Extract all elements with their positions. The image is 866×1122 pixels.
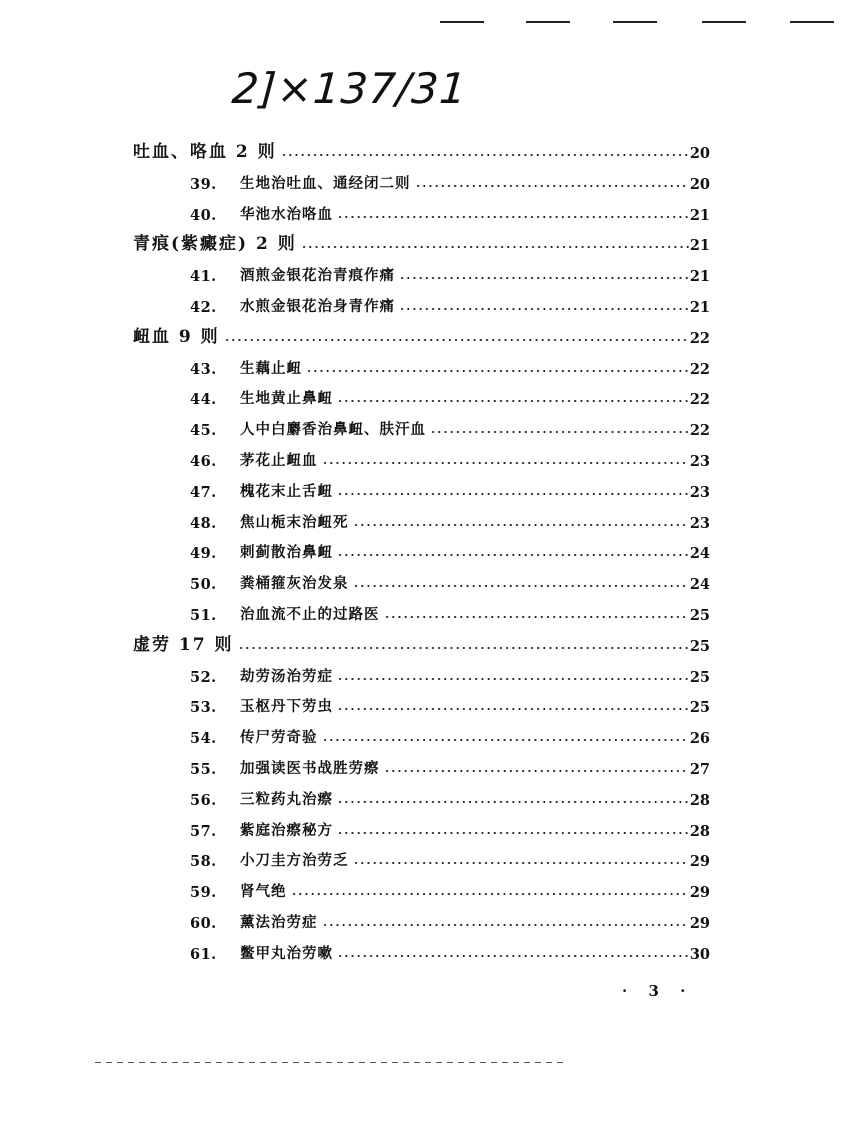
entry-title: 焦山栀末治衄死 xyxy=(240,513,349,531)
entry-number: 54. xyxy=(190,730,217,748)
toc-entry xyxy=(190,263,710,285)
entry-number: 53. xyxy=(190,699,217,717)
entry-page: 23 xyxy=(689,514,710,532)
toc-entry xyxy=(190,356,710,378)
entry-title: 青痕(紫癜症) 2 则 xyxy=(133,234,297,255)
entry-title: 鳖甲丸治劳嗽 xyxy=(240,944,333,962)
entry-page: 30 xyxy=(689,945,710,963)
entry-page: 25 xyxy=(689,637,710,655)
toc-entry xyxy=(190,602,710,624)
entry-title: 吐血、咯血 2 则 xyxy=(133,142,277,162)
entry-title: 虚劳 17 则 xyxy=(133,634,234,655)
toc-section xyxy=(133,232,710,254)
entry-number: 51. xyxy=(190,607,217,624)
entry-number: 57. xyxy=(190,822,217,840)
entry-page: 25 xyxy=(689,668,710,686)
entry-page: 23 xyxy=(689,483,710,501)
dot-leader xyxy=(337,800,689,804)
page-number: · 3 · xyxy=(622,982,694,1000)
dot-leader xyxy=(291,892,689,896)
toc-entry xyxy=(190,756,710,778)
toc-entry xyxy=(190,818,710,840)
toc-entry xyxy=(190,787,710,809)
dot-leader xyxy=(322,461,689,465)
dot-leader xyxy=(337,677,689,681)
dot-leader xyxy=(322,923,689,927)
entry-title: 粪桶箍灰治发泉 xyxy=(240,575,349,593)
dot-leader xyxy=(281,153,689,157)
entry-page: 29 xyxy=(689,853,710,871)
entry-number: 58. xyxy=(190,853,217,871)
entry-page: 22 xyxy=(689,360,710,378)
toc-entry xyxy=(190,941,710,963)
dot-leader xyxy=(322,738,689,742)
entry-title: 玉枢丹下劳虫 xyxy=(240,698,333,716)
toc-entry xyxy=(190,540,710,562)
entry-page: 25 xyxy=(689,607,710,624)
scan-mark-line xyxy=(526,21,570,23)
entry-title: 三粒药丸治瘵 xyxy=(240,790,333,808)
entry-title: 衄血 9 则 xyxy=(133,326,220,347)
dot-leader xyxy=(337,954,689,958)
entry-title: 薰法治劳症 xyxy=(240,914,318,931)
toc-section xyxy=(133,140,710,162)
entry-page: 26 xyxy=(689,730,710,748)
entry-number: 42. xyxy=(190,299,217,316)
toc-entry xyxy=(190,448,710,470)
entry-number: 47. xyxy=(190,483,217,501)
entry-page: 22 xyxy=(689,422,710,440)
entry-number: 41. xyxy=(190,268,217,286)
scan-mark-line xyxy=(440,21,484,23)
entry-page: 24 xyxy=(689,545,710,563)
entry-page: 28 xyxy=(689,791,710,809)
entry-title: 人中白麝香治鼻衄、肤汗血 xyxy=(240,421,426,439)
dot-leader xyxy=(301,245,689,249)
dot-leader xyxy=(415,184,689,188)
entry-title: 酒煎金银花治青痕作痛 xyxy=(240,267,395,285)
entry-title: 紫庭治瘵秘方 xyxy=(240,821,333,839)
toc-entry xyxy=(190,510,710,532)
entry-number: 55. xyxy=(190,761,217,778)
entry-title: 肾气绝 xyxy=(240,883,287,901)
toc-entry xyxy=(190,694,710,716)
entry-page: 24 xyxy=(689,576,710,594)
dot-leader xyxy=(238,646,689,650)
dot-leader xyxy=(353,861,689,865)
entry-title: 水煎金银花治身青作痛 xyxy=(240,298,395,315)
entry-number: 39. xyxy=(190,175,217,193)
entry-number: 48. xyxy=(190,514,217,532)
scan-artifact-line xyxy=(95,1062,565,1063)
entry-title: 传尸劳奇验 xyxy=(240,729,318,747)
toc-section xyxy=(133,325,710,347)
scan-mark-line xyxy=(613,21,657,23)
toc-entry xyxy=(190,171,710,193)
entry-number: 52. xyxy=(190,668,217,686)
dot-leader xyxy=(337,553,689,557)
dot-leader xyxy=(337,831,689,835)
entry-number: 56. xyxy=(190,791,217,809)
entry-page: 21 xyxy=(689,299,710,316)
entry-page: 29 xyxy=(689,884,710,902)
scan-mark-line xyxy=(702,21,746,23)
entry-title: 刺蓟散治鼻衄 xyxy=(240,544,333,562)
dot-leader xyxy=(353,584,689,588)
entry-title: 小刀圭方治劳乏 xyxy=(240,852,349,870)
entry-page: 23 xyxy=(689,453,710,470)
entry-page: 21 xyxy=(689,268,710,286)
dot-leader xyxy=(337,215,689,219)
entry-page: 22 xyxy=(689,391,710,409)
entry-page: 21 xyxy=(689,237,710,255)
dot-leader xyxy=(430,430,689,434)
entry-number: 40. xyxy=(190,206,217,224)
entry-number: 45. xyxy=(190,422,217,440)
toc-entry xyxy=(190,725,710,747)
handwritten-note: 2]×137/31 xyxy=(230,64,469,113)
entry-title: 生地黄止鼻衄 xyxy=(240,390,333,408)
toc-entry xyxy=(190,879,710,901)
dot-leader xyxy=(384,769,689,773)
entry-number: 50. xyxy=(190,576,217,594)
toc-entry xyxy=(190,202,710,224)
entry-title: 劫劳汤治劳症 xyxy=(240,667,333,685)
dot-leader xyxy=(399,307,689,311)
entry-page: 20 xyxy=(689,175,710,193)
entry-title: 槐花末止舌衄 xyxy=(240,482,333,500)
toc-entry xyxy=(190,417,710,439)
dot-leader xyxy=(384,615,689,619)
entry-page: 21 xyxy=(689,206,710,224)
entry-page: 25 xyxy=(689,699,710,717)
entry-page: 28 xyxy=(689,822,710,840)
dot-leader xyxy=(353,523,689,527)
toc-entry xyxy=(190,571,710,593)
scan-mark-line xyxy=(790,21,834,23)
entry-title: 生地治吐血、通经闭二则 xyxy=(240,174,411,192)
entry-page: 22 xyxy=(689,329,710,347)
toc-section xyxy=(133,633,710,655)
toc-entry xyxy=(190,910,710,932)
dot-leader xyxy=(337,707,689,711)
entry-title: 茅花止衄血 xyxy=(240,452,318,469)
entry-number: 60. xyxy=(190,915,217,932)
entry-number: 59. xyxy=(190,884,217,902)
entry-number: 49. xyxy=(190,545,217,563)
toc-entry xyxy=(190,664,710,686)
dot-leader xyxy=(337,399,689,403)
entry-number: 44. xyxy=(190,391,217,409)
entry-number: 61. xyxy=(190,945,217,963)
toc-entry xyxy=(190,386,710,408)
toc-entry xyxy=(190,294,710,316)
dot-leader xyxy=(337,492,689,496)
entry-title: 治血流不止的过路医 xyxy=(240,606,380,623)
entry-number: 46. xyxy=(190,453,217,470)
dot-leader xyxy=(306,369,689,373)
entry-number: 43. xyxy=(190,360,217,378)
entry-page: 29 xyxy=(689,915,710,932)
dot-leader xyxy=(224,338,689,342)
toc-entry xyxy=(190,479,710,501)
entry-title: 华池水治咯血 xyxy=(240,205,333,223)
entry-page: 27 xyxy=(689,761,710,778)
entry-title: 生藕止衄 xyxy=(240,359,302,377)
dot-leader xyxy=(399,276,689,280)
entry-page: 20 xyxy=(689,145,710,162)
entry-title: 加强读医书战胜劳瘵 xyxy=(240,760,380,777)
toc-entry xyxy=(190,848,710,870)
